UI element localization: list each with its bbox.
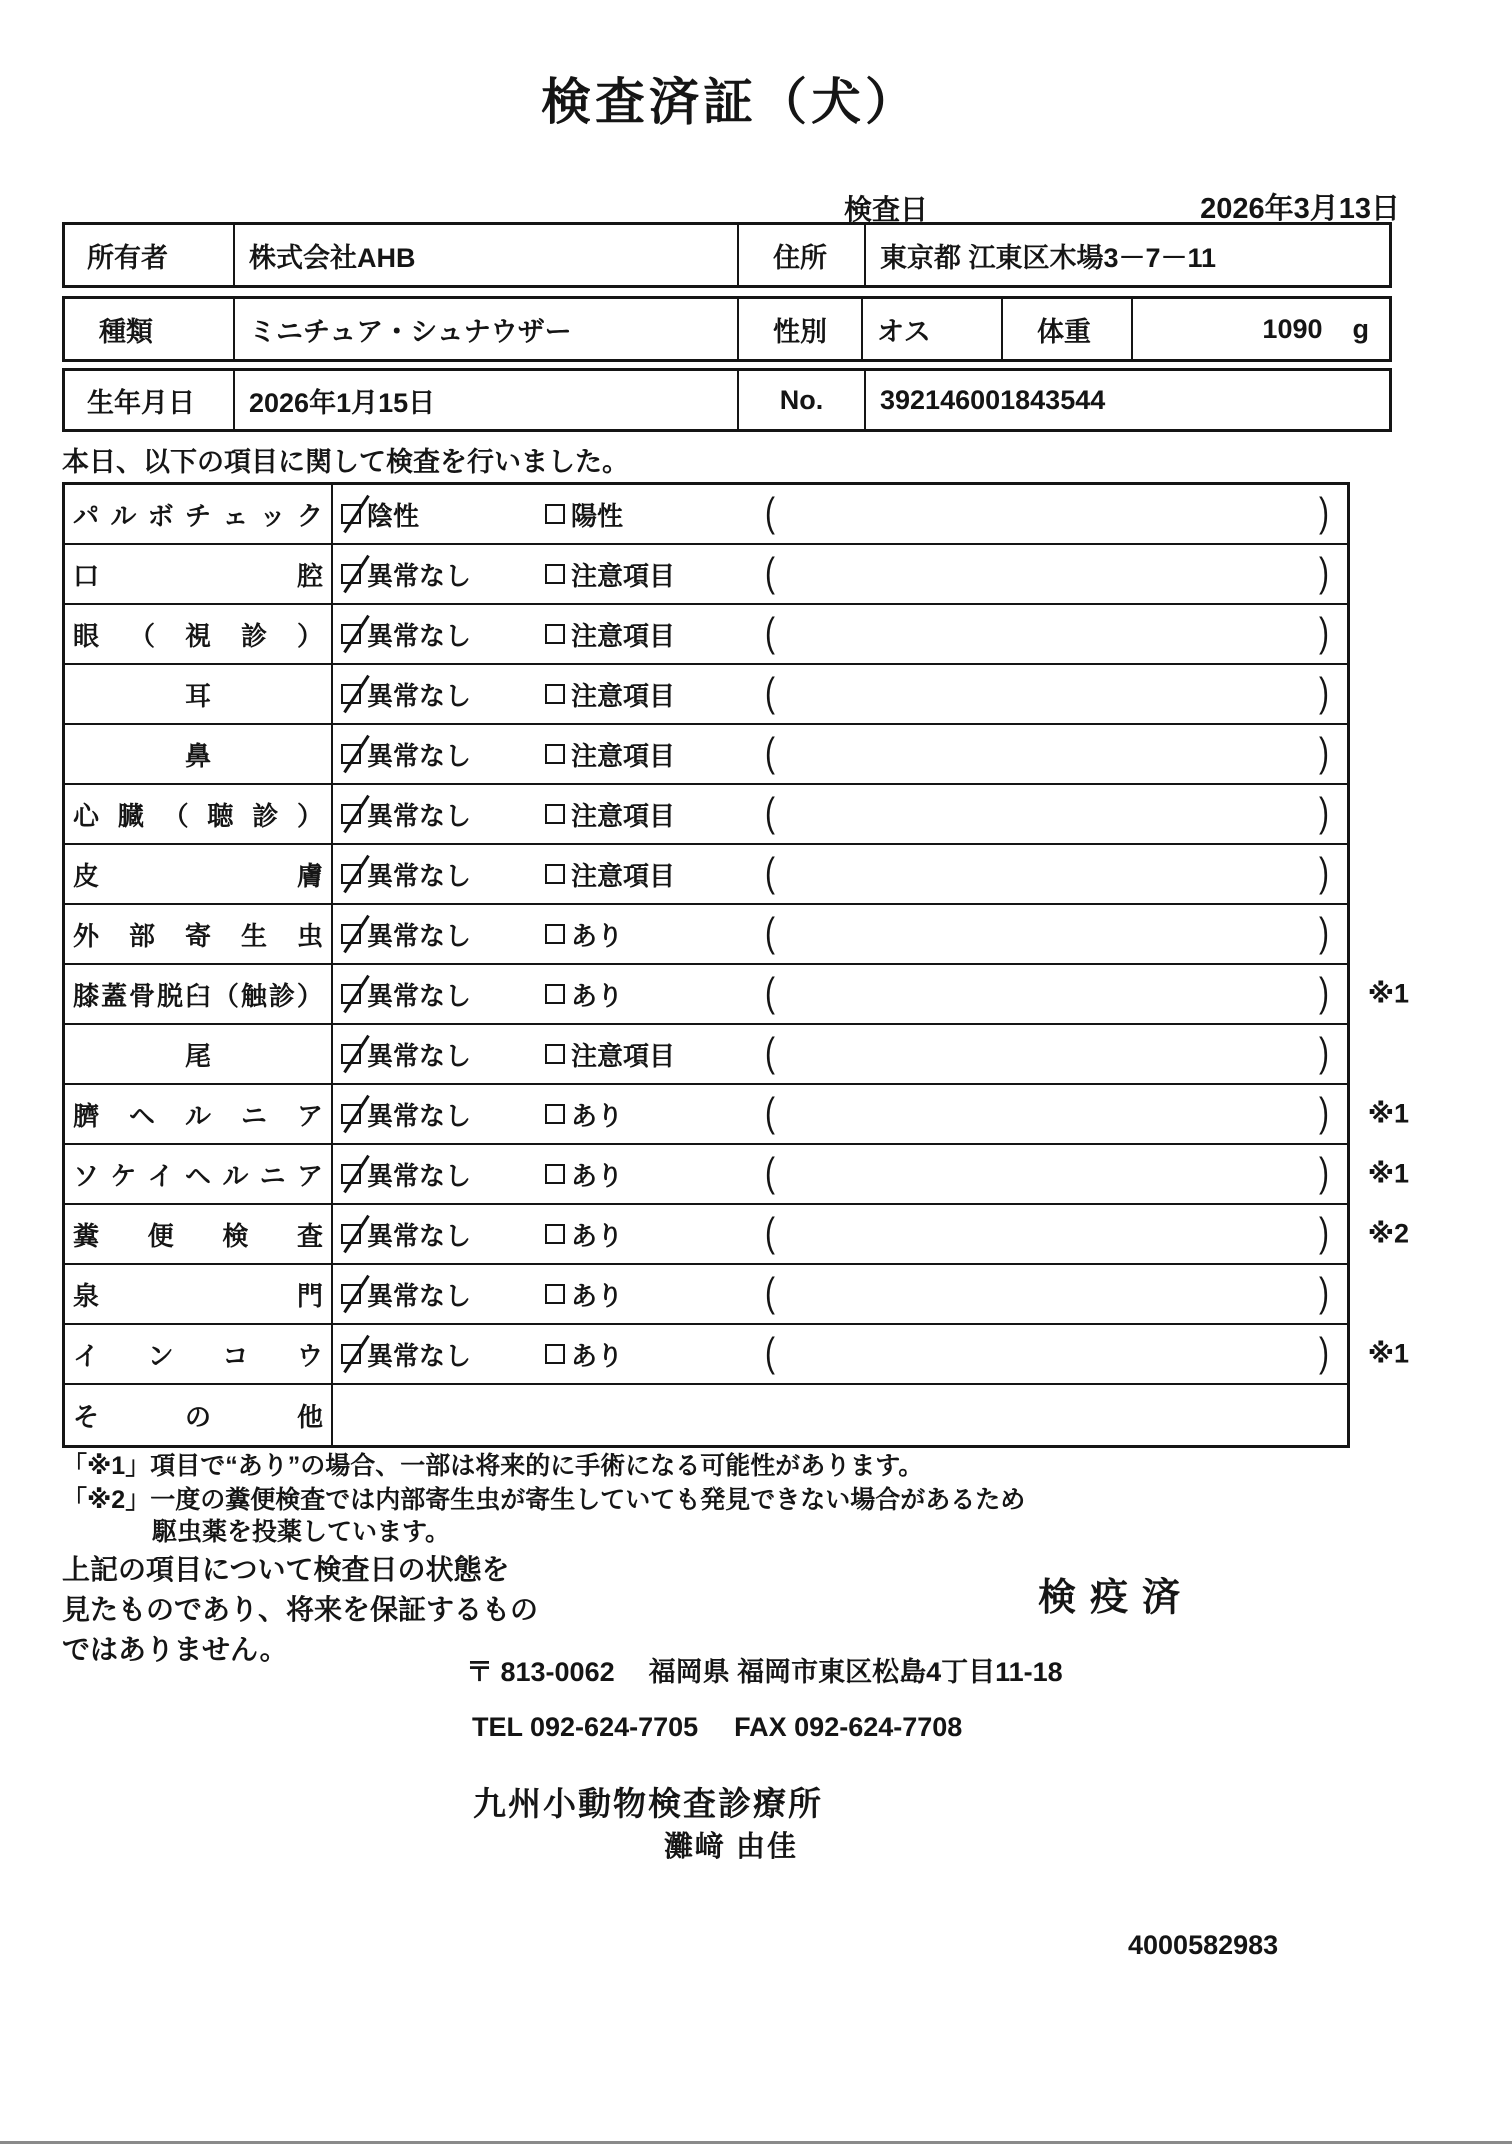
remarks-paren-open: ( bbox=[765, 611, 775, 656]
checkbox-checked-icon bbox=[341, 804, 361, 824]
remarks-paren-close: ) bbox=[1319, 1271, 1329, 1316]
result-option-secondary bbox=[545, 1036, 675, 1073]
result-option-primary bbox=[341, 1336, 471, 1373]
quarantine-stamp-text: 検疫済 bbox=[1038, 1577, 1195, 1619]
clinic-postal-code: 〒 813-0062 bbox=[466, 1657, 615, 1687]
result-option-secondary bbox=[545, 856, 675, 893]
exam-row bbox=[65, 1265, 1347, 1325]
document-code: 4000582983 bbox=[1128, 1930, 1279, 1960]
exam-row bbox=[65, 725, 1347, 785]
checkbox-checked-icon bbox=[341, 1284, 361, 1304]
result-option-primary bbox=[341, 796, 471, 833]
result-option-secondary-label: あり bbox=[571, 980, 624, 1011]
checkbox-unchecked-icon bbox=[545, 864, 565, 884]
exam-item-label: 尾 bbox=[65, 1025, 333, 1083]
checkbox-checked-icon bbox=[341, 1344, 361, 1364]
result-option-secondary-label: あり bbox=[571, 1220, 624, 1251]
result-option-primary bbox=[341, 496, 419, 533]
exam-row-content bbox=[333, 665, 1347, 723]
breed-value: ミニチュア・シュナウザー bbox=[235, 299, 739, 359]
result-option-secondary-label: 注意項目 bbox=[571, 680, 676, 711]
sex-value: オス bbox=[863, 299, 1003, 359]
checkbox-checked-icon bbox=[341, 1044, 361, 1064]
id-number-label: No. bbox=[739, 371, 866, 429]
remarks-paren-close: ) bbox=[1319, 791, 1329, 836]
row-footnote-marker: ※1 bbox=[1367, 1098, 1409, 1129]
exam-item-label: 膝 蓋 骨 脱 臼 （ 触 診 ） bbox=[65, 965, 333, 1023]
result-option-primary bbox=[341, 1036, 471, 1073]
remarks-paren-open: ( bbox=[765, 1091, 775, 1136]
exam-row-content bbox=[333, 485, 1347, 543]
remarks-paren-open: ( bbox=[765, 911, 775, 956]
result-option-primary-label: 異常なし bbox=[367, 560, 472, 591]
result-option-primary-label: 異常なし bbox=[367, 800, 472, 831]
exam-item-label: そ の 他 bbox=[65, 1385, 333, 1445]
checkbox-unchecked-icon bbox=[545, 744, 565, 764]
remarks-paren-open: ( bbox=[765, 1151, 775, 1196]
exam-row-content bbox=[333, 1205, 1347, 1263]
weight-unit: g bbox=[1352, 313, 1369, 344]
checkbox-unchecked-icon bbox=[545, 984, 565, 1004]
result-option-secondary-label: 注意項目 bbox=[571, 800, 676, 831]
disclaimer-line-1: 上記の項目について検査日の状態を bbox=[62, 1554, 510, 1585]
checkbox-checked-icon bbox=[341, 984, 361, 1004]
disclaimer-line-2: 見たものであり、将来を保証するもの bbox=[62, 1594, 539, 1625]
exam-row bbox=[65, 965, 1409, 1025]
exam-row-content bbox=[333, 545, 1347, 603]
owner-value: 株式会社AHB bbox=[235, 225, 739, 285]
footnote-2-cont: 駆虫薬を投薬しています。 bbox=[152, 1518, 451, 1546]
result-option-secondary bbox=[545, 1216, 623, 1253]
exam-item-label: 眼 （ 視 診 ） bbox=[65, 605, 333, 663]
result-option-secondary bbox=[545, 556, 675, 593]
birthdate-value: 2026年1月15日 bbox=[235, 371, 739, 429]
inspection-date-label: 検査日 bbox=[844, 194, 929, 225]
result-option-primary bbox=[341, 616, 471, 653]
exam-item-label: 鼻 bbox=[65, 725, 333, 783]
breed-row bbox=[62, 296, 1392, 362]
result-option-primary bbox=[341, 556, 471, 593]
checkbox-checked-icon bbox=[341, 924, 361, 944]
footnote-1: 「※1」項目で“あり”の場合、一部は将来的に手術になる可能性があります。 bbox=[62, 1452, 924, 1480]
exam-row bbox=[65, 845, 1347, 905]
result-option-primary bbox=[341, 1276, 471, 1313]
result-option-secondary bbox=[545, 1156, 623, 1193]
remarks-paren-open: ( bbox=[765, 1211, 775, 1256]
checkbox-checked-icon bbox=[341, 684, 361, 704]
checkbox-unchecked-icon bbox=[545, 1044, 565, 1064]
result-option-secondary bbox=[545, 1096, 623, 1133]
remarks-paren-close: ) bbox=[1319, 1211, 1329, 1256]
result-option-secondary-label: 注意項目 bbox=[571, 620, 676, 651]
result-option-secondary bbox=[545, 916, 623, 953]
checkbox-unchecked-icon bbox=[545, 564, 565, 584]
result-option-secondary bbox=[545, 676, 675, 713]
exam-row bbox=[65, 485, 1347, 545]
checkbox-unchecked-icon bbox=[545, 1224, 565, 1244]
result-option-primary bbox=[341, 856, 471, 893]
result-option-primary-label: 異常なし bbox=[367, 1160, 472, 1191]
exam-row-content bbox=[333, 605, 1347, 663]
exam-item-label: 口 腔 bbox=[65, 545, 333, 603]
checkbox-unchecked-icon bbox=[545, 504, 565, 524]
exam-row bbox=[65, 1025, 1347, 1085]
clinic-address: 福岡県 福岡市東区松島4丁目11-18 bbox=[648, 1657, 1063, 1687]
result-option-primary-label: 異常なし bbox=[367, 680, 472, 711]
result-option-secondary bbox=[545, 496, 623, 533]
remarks-paren-close: ) bbox=[1319, 1331, 1329, 1376]
remarks-paren-close: ) bbox=[1319, 1151, 1329, 1196]
address-value: 東京都 江東区木場3－7－11 bbox=[880, 242, 1217, 273]
inspection-date-value: 2026年3月13日 bbox=[1200, 193, 1400, 225]
result-option-primary-label: 異常なし bbox=[367, 1040, 472, 1071]
checkbox-unchecked-icon bbox=[545, 924, 565, 944]
result-option-primary-label: 異常なし bbox=[367, 860, 472, 891]
exam-item-label: 皮 膚 bbox=[65, 845, 333, 903]
clinic-fax: FAX 092-624-7708 bbox=[734, 1712, 963, 1742]
exam-row-content bbox=[333, 965, 1347, 1023]
row-footnote-marker: ※1 bbox=[1367, 1338, 1409, 1369]
checkbox-unchecked-icon bbox=[545, 804, 565, 824]
checkbox-unchecked-icon bbox=[545, 1104, 565, 1124]
remarks-paren-close: ) bbox=[1319, 731, 1329, 776]
result-option-secondary bbox=[545, 1276, 623, 1313]
result-option-primary-label: 異常なし bbox=[367, 920, 472, 951]
result-option-secondary-label: 陽性 bbox=[571, 500, 624, 531]
checkbox-unchecked-icon bbox=[545, 1344, 565, 1364]
remarks-paren-open: ( bbox=[765, 671, 775, 716]
checkbox-unchecked-icon bbox=[545, 1284, 565, 1304]
exam-item-label: 心 臓 （ 聴 診 ） bbox=[65, 785, 333, 843]
result-option-secondary bbox=[545, 1336, 623, 1373]
remarks-paren-open: ( bbox=[765, 971, 775, 1016]
result-option-secondary-label: あり bbox=[571, 1280, 624, 1311]
remarks-paren-close: ) bbox=[1319, 551, 1329, 596]
remarks-paren-open: ( bbox=[765, 851, 775, 896]
exam-row bbox=[65, 545, 1347, 605]
clinic-tel-fax bbox=[472, 1712, 998, 1743]
exam-row-content bbox=[333, 845, 1347, 903]
result-option-primary-label: 異常なし bbox=[367, 980, 472, 1011]
remarks-paren-open: ( bbox=[765, 551, 775, 596]
weight-number: 1090 bbox=[1262, 313, 1323, 344]
result-option-primary bbox=[341, 916, 471, 953]
page-title: 検査済証（犬） bbox=[541, 74, 919, 130]
checkbox-checked-icon bbox=[341, 1164, 361, 1184]
exam-row-content bbox=[333, 1025, 1347, 1083]
exam-row-content bbox=[333, 1265, 1347, 1323]
checkbox-checked-icon bbox=[341, 1224, 361, 1244]
result-option-secondary bbox=[545, 796, 675, 833]
remarks-paren-open: ( bbox=[765, 491, 775, 536]
result-option-primary bbox=[341, 1096, 471, 1133]
exam-row bbox=[65, 905, 1347, 965]
exam-row-content bbox=[333, 725, 1347, 783]
checkbox-unchecked-icon bbox=[545, 684, 565, 704]
result-option-secondary bbox=[545, 616, 675, 653]
exam-row-content bbox=[333, 1385, 1347, 1445]
exam-row bbox=[65, 665, 1347, 725]
clinic-postal-address bbox=[466, 1650, 1097, 1689]
scan-artifact-line bbox=[0, 2141, 1512, 2144]
result-option-primary-label: 異常なし bbox=[367, 620, 472, 651]
veterinarian-name: 灘﨑 由佳 bbox=[664, 1831, 799, 1863]
checkbox-checked-icon bbox=[341, 744, 361, 764]
remarks-paren-close: ) bbox=[1319, 611, 1329, 656]
exam-item-label: ソ ケ イ ヘ ル ニ ア bbox=[65, 1145, 333, 1203]
row-footnote-marker: ※1 bbox=[1367, 978, 1409, 1009]
remarks-paren-open: ( bbox=[765, 731, 775, 776]
exam-row bbox=[65, 1145, 1409, 1205]
checkbox-checked-icon bbox=[341, 864, 361, 884]
birth-row bbox=[62, 368, 1392, 432]
remarks-paren-close: ) bbox=[1319, 851, 1329, 896]
remarks-paren-close: ) bbox=[1319, 1031, 1329, 1076]
intro-text: 本日、以下の項目に関して検査を行いました。 bbox=[62, 447, 629, 477]
row-footnote-marker: ※1 bbox=[1367, 1158, 1409, 1189]
exam-row-content bbox=[333, 905, 1347, 963]
address-label: 住所 bbox=[739, 225, 866, 285]
result-option-primary-label: 異常なし bbox=[367, 740, 472, 771]
result-option-primary-label: 異常なし bbox=[367, 1100, 472, 1131]
exam-row-content bbox=[333, 785, 1347, 843]
weight-value bbox=[1133, 299, 1389, 359]
exam-row bbox=[65, 1205, 1409, 1265]
result-option-primary bbox=[341, 1156, 471, 1193]
checkbox-unchecked-icon bbox=[545, 624, 565, 644]
sex-label: 性別 bbox=[739, 299, 863, 359]
owner-row bbox=[62, 222, 1392, 288]
breed-label: 種類 bbox=[65, 299, 235, 359]
result-option-primary-label: 異常なし bbox=[367, 1340, 472, 1371]
result-option-secondary-label: 注意項目 bbox=[571, 860, 676, 891]
checkbox-checked-icon bbox=[341, 624, 361, 644]
exam-item-label: 耳 bbox=[65, 665, 333, 723]
result-option-primary-label: 異常なし bbox=[367, 1280, 472, 1311]
exam-row bbox=[65, 1385, 1347, 1445]
remarks-paren-open: ( bbox=[765, 791, 775, 836]
id-number-value: 392146001843544 bbox=[880, 384, 1106, 415]
remarks-paren-close: ) bbox=[1319, 1091, 1329, 1136]
result-option-primary-label: 異常なし bbox=[367, 1220, 472, 1251]
disclaimer-line-3: ではありません。 bbox=[62, 1634, 288, 1665]
result-option-secondary-label: 注意項目 bbox=[571, 740, 676, 771]
exam-row bbox=[65, 605, 1347, 665]
exam-row bbox=[65, 1325, 1409, 1385]
exam-item-label: イ ン コ ウ bbox=[65, 1325, 333, 1383]
birthdate-label: 生年月日 bbox=[65, 371, 235, 429]
checkbox-checked-icon bbox=[341, 1104, 361, 1124]
remarks-paren-close: ) bbox=[1319, 491, 1329, 536]
result-option-secondary bbox=[545, 736, 675, 773]
clinic-tel: TEL 092-624-7705 bbox=[472, 1712, 699, 1742]
remarks-paren-close: ) bbox=[1319, 911, 1329, 956]
weight-label: 体重 bbox=[1003, 299, 1133, 359]
result-option-secondary-label: 注意項目 bbox=[571, 560, 676, 591]
checkbox-checked-icon bbox=[341, 504, 361, 524]
checkbox-checked-icon bbox=[341, 564, 361, 584]
result-option-primary bbox=[341, 736, 471, 773]
remarks-paren-close: ) bbox=[1319, 671, 1329, 716]
result-option-primary-label: 陰性 bbox=[367, 500, 420, 531]
result-option-secondary bbox=[545, 976, 623, 1013]
row-footnote-marker: ※2 bbox=[1367, 1218, 1409, 1249]
result-option-secondary-label: あり bbox=[571, 1100, 624, 1131]
exam-item-label: 外 部 寄 生 虫 bbox=[65, 905, 333, 963]
exam-row-content bbox=[333, 1145, 1347, 1203]
result-option-primary bbox=[341, 676, 471, 713]
result-option-secondary-label: あり bbox=[571, 1160, 624, 1191]
exam-item-label: 糞 便 検 査 bbox=[65, 1205, 333, 1263]
exam-item-label: パ ル ボ チ ェ ッ ク bbox=[65, 485, 333, 543]
remarks-paren-close: ) bbox=[1319, 971, 1329, 1016]
footnote-2: 「※2」一度の糞便検査では内部寄生虫が寄生していても発見できない場合があるため bbox=[62, 1486, 1026, 1514]
exam-row-content bbox=[333, 1085, 1347, 1143]
exam-item-label: 泉 門 bbox=[65, 1265, 333, 1323]
exam-table bbox=[62, 482, 1409, 1448]
exam-item-label: 臍 ヘ ル ニ ア bbox=[65, 1085, 333, 1143]
result-option-secondary-label: あり bbox=[571, 920, 624, 951]
result-option-secondary-label: 注意項目 bbox=[571, 1040, 676, 1071]
remarks-paren-open: ( bbox=[765, 1271, 775, 1316]
checkbox-unchecked-icon bbox=[545, 1164, 565, 1184]
owner-label: 所有者 bbox=[65, 225, 235, 285]
remarks-paren-open: ( bbox=[765, 1331, 775, 1376]
clinic-name: 九州小動物検査診療所 bbox=[473, 1785, 823, 1822]
exam-row-content bbox=[333, 1325, 1347, 1383]
result-option-secondary-label: あり bbox=[571, 1340, 624, 1371]
result-option-primary bbox=[341, 1216, 471, 1253]
remarks-paren-open: ( bbox=[765, 1031, 775, 1076]
exam-row bbox=[65, 1085, 1409, 1145]
result-option-primary bbox=[341, 976, 471, 1013]
exam-row bbox=[65, 785, 1347, 845]
